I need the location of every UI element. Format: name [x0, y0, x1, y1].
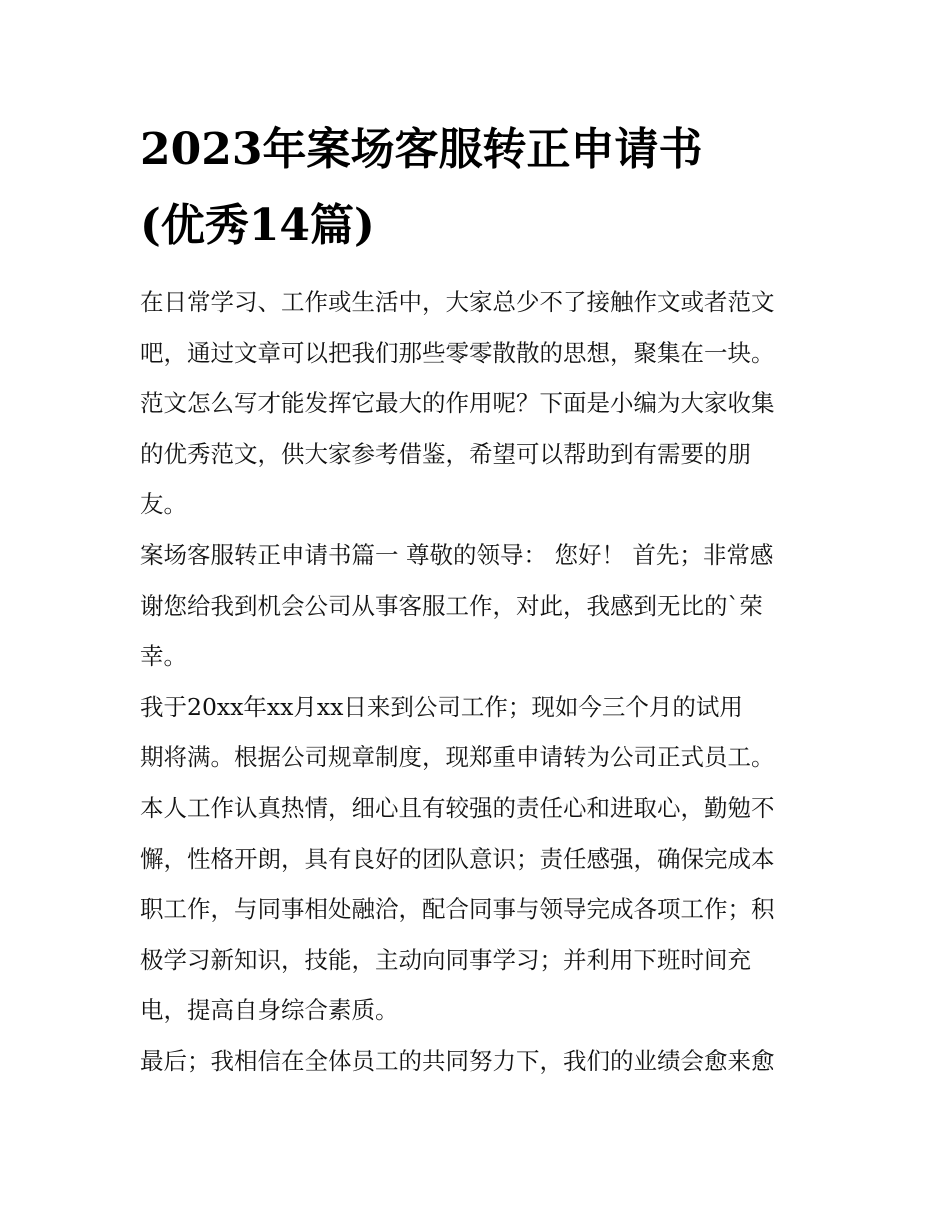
intro-line-3: 范文怎么写才能发挥它最大的作用呢？下面是小编为大家收集 — [140, 389, 775, 418]
document-body — [140, 277, 820, 1087]
paragraph-line-1: 我于20xx年xx月xx日来到公司工作；现如今三个月的试用 — [140, 692, 743, 721]
title-line-1: 2023年案场客服转正申请书 — [140, 124, 703, 175]
paragraph-line-2: 期将满。根据公司规章制度，现郑重申请转为公司正式员工。 — [140, 743, 775, 772]
paragraph-line-3: 本人工作认真热情，细心且有较强的责任心和进取心，勤勉不 — [140, 793, 775, 822]
paragraph-line-4: 懈，性格开朗，具有良好的团队意识；责任感强，确保完成本 — [140, 844, 775, 873]
paragraph-line-5: 职工作，与同事相处融洽，配合同事与领导完成各项工作；积 — [140, 895, 775, 924]
salutation-line-3: 幸。 — [140, 642, 187, 671]
closing-line-1: 最后；我相信在全体员工的共同努力下，我们的业绩会愈来愈 — [140, 1046, 775, 1075]
salutation-line-1: 案场客服转正申请书篇一 尊敬的领导： 您好！ 首先；非常感 — [140, 540, 774, 569]
intro-line-4: 的优秀范文，供大家参考借鉴，希望可以帮助到有需要的朋 — [140, 439, 751, 468]
paragraph-line-7: 电，提高自身综合素质。 — [140, 996, 399, 1025]
salutation-line-2: 谢您给我到机会公司从事客服工作，对此，我感到无比的`荣 — [140, 591, 763, 620]
intro-line-5: 友。 — [140, 490, 187, 519]
paragraph-line-6: 极学习新知识，技能，主动向同事学习；并利用下班时间充 — [140, 945, 751, 974]
intro-line-1: 在日常学习、工作或生活中，大家总少不了接触作文或者范文 — [140, 288, 775, 316]
title-line-2: (优秀14篇) — [140, 200, 375, 251]
intro-line-2: 吧，通过文章可以把我们那些零零散散的思想，聚集在一块。 — [140, 338, 775, 367]
document-title — [140, 112, 820, 264]
